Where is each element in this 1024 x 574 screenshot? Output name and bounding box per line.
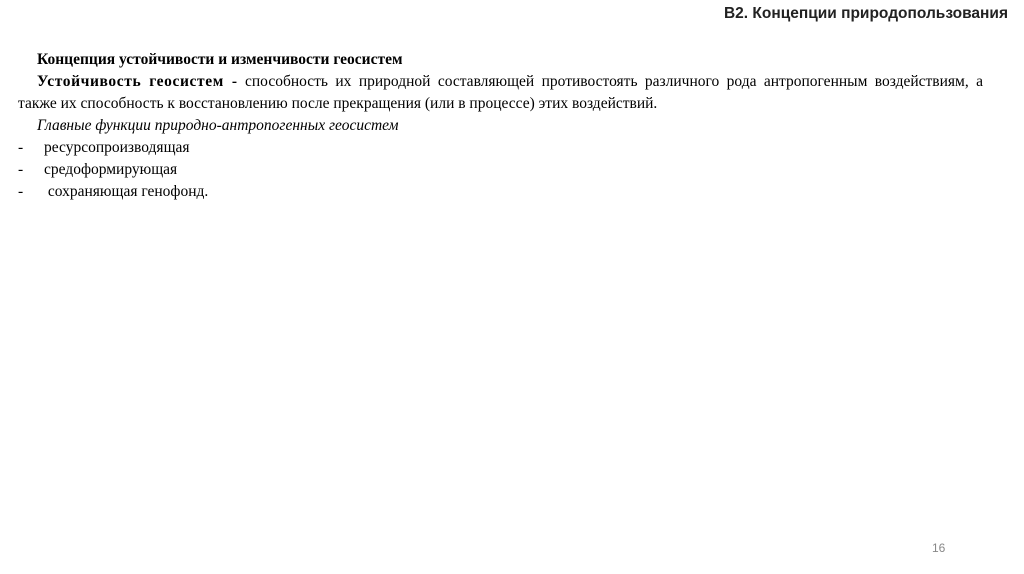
list-item-text: сохраняющая генофонд. xyxy=(44,183,209,200)
list-item xyxy=(18,181,983,203)
slide-content xyxy=(18,49,983,203)
list-marker: - xyxy=(18,161,24,178)
list-item xyxy=(18,137,983,159)
functions-heading: Главные функции природно-антропогенных геосистем xyxy=(37,117,399,134)
definition-text: способность их природной составляющей противостоять различного рода антропогенным воздействиям, а также их способность к восстановлению после прекращения (или в процессе) этих воздействий. xyxy=(18,73,983,112)
functions-list xyxy=(18,137,983,203)
definition-term: Устойчивость геосистем - xyxy=(37,73,238,90)
list-item-text: ресурсопроизводящая xyxy=(44,139,190,156)
page-number: 16 xyxy=(932,541,946,555)
list-item-text: средоформирующая xyxy=(44,161,178,178)
list-item xyxy=(18,159,983,181)
list-marker: - xyxy=(18,139,24,156)
definition-paragraph xyxy=(18,71,983,115)
slide-title: В2. Концепции природопользования xyxy=(723,5,1008,22)
list-marker: - xyxy=(18,183,24,200)
concept-heading: Концепция устойчивости и изменчивости геосистем xyxy=(37,51,403,68)
